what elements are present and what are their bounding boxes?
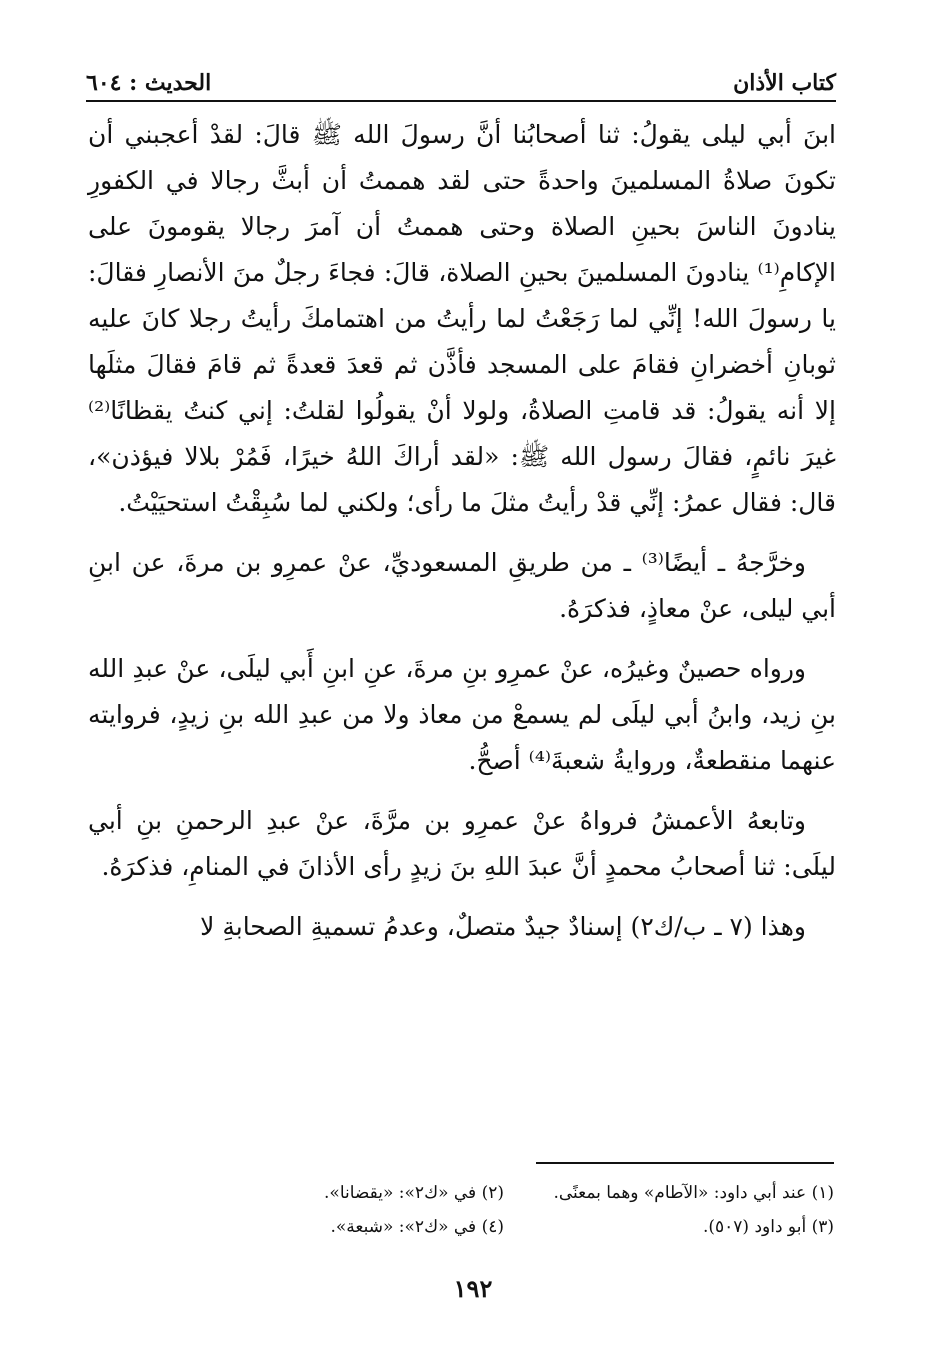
footnotes [180,1176,834,1244]
book-title: كتاب الأذان [733,70,836,96]
paragraph: وخرَّجهُ ـ أيضًا⁽³⁾ ـ من طريقِ المسعوديِّ، عنْ عمرِو بن مرةَ، عن ابنِ أبي ليلى، عنْ معاذٍ، فذكرَهُ. [88,548,836,623]
paragraph: ورواه حصينٌ وغيرُه، عنْ عمرِو بنِ مرةَ، عنِ ابنِ أَبي ليلَى، عنْ عبدِ الله بنِ زيد، وابنُ أبي ليلَى لم يسمعْ من معاذ ولا من عبدِ الله بنِ زيدٍ، فروايته عنهما منقطعةٌ، وروايةُ شعبةَ⁽⁴⁾ أصحُّ. [88,654,836,775]
paragraph: ابنَ أبي ليلى يقولُ: ثنا أصحابُنا أنَّ رسولَ الله ﷺ قالَ: لقدْ أعجبني أن تكونَ صلاةُ المسلمينَ واحدةً حتى لقد هممتُ أن أبثَّ رجالا في الكفورِ ينادونَ الناسَ بحينِ الصلاة وحتى هممتُ أن آمرَ رجالا يقومونَ على الإكامِ⁽¹⁾ ينادونَ المسلمينَ بحينِ الصلاة، قالَ: فجاءَ رجلٌ منَ الأنصارِ فقالَ: يا رسولَ الله! إنِّي لما رَجَعْتُ لما رأيتُ من اهتمامكَ رأيتُ رجلا كانَ عليه ثوبانِ أخضرانِ فقامَ على المسجد فأذَّن ثم قعدَ قعدةً ثم قامَ فقالَ مثلَها إلا أنه يقولُ: قد قامتِ الصلاةُ، ولولا أنْ يقولُوا لقلتُ: إني كنتُ يقظانًا⁽²⁾ غيرَ نائمٍ، فقالَ رسول الله ﷺ: «لقد أراكَ اللهُ خيرًا، فَمُرْ بلالا فيؤذن»، قال: فقال عمرُ: إنِّي قدْ رأيتُ مثلَ ما رأى؛ ولكني لما سُبِقْتُ استحيَيْتُ. [88,120,836,517]
footnote: (٣) أبو داود (٥٠٧). [702,1217,834,1237]
page-number: ١٩٢ [453,1274,493,1303]
running-header [86,56,836,102]
paragraph: وهذا (٧ ـ ب/ك٢) إسنادٌ جيدٌ متصلٌ، وعدمُ تسميةِ الصحابةِ لا [200,912,806,941]
footnote-row [180,1176,834,1210]
footnote: (١) عند أبي داود: «الآطام» وهما بمعنًى. [553,1183,834,1203]
main-text [88,112,836,964]
footnote: (٢) في «ك٢»: «يقضانا». [324,1183,504,1203]
footnote: (٤) في «ك٢»: «شبعة». [330,1217,504,1237]
footnote-separator [536,1162,834,1164]
paragraph: وتابعهُ الأعمشُ فرواهُ عنْ عمرِو بن مرَّةَ، عنْ عبدِ الرحمنِ بنِ أبي ليلَى: ثنا أصحابُ محمدٍ أنَّ عبدَ اللهِ بنَ زيدٍ رأى الأذانَ في المنامِ، فذكرَهُ. [88,806,836,881]
footnote-row [180,1210,834,1244]
hadith-number: الحديث : ٦٠٤ [86,70,212,96]
